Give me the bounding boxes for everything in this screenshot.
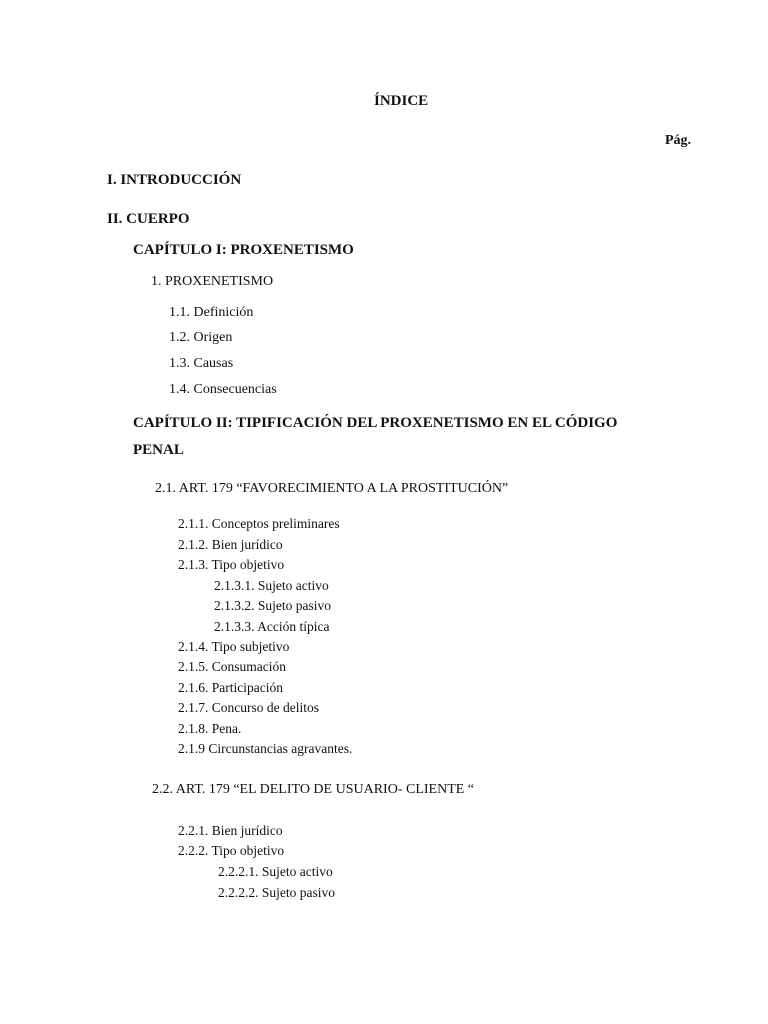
index-title: ÍNDICE [374,93,429,109]
toc-entry: 2.1.5. Consumación [178,659,286,674]
toc-entry: 2.1.1. Conceptos preliminares [178,516,340,531]
toc-entry: 2.1.9 Circunstancias agravantes. [178,741,353,756]
chapter-1-heading: CAPÍTULO I: PROXENETISMO [133,242,354,258]
toc-entry: 2.1.3. Tipo objetivo [178,557,285,572]
toc-entry: 2.2.2. Tipo objetivo [178,843,285,858]
toc-entry: 1.4. Consecuencias [169,382,277,397]
toc-entry: 2.2.2.2. Sujeto pasivo [218,885,335,900]
toc-entry: 2.1.6. Participación [178,680,283,695]
toc-entry: 1.2. Origen [169,330,233,345]
section-introduccion: I. INTRODUCCIÓN [107,172,242,188]
toc-entry: 2.1.8. Pena. [178,721,242,736]
toc-entry: 2.1.3.3. Acción típica [214,619,330,634]
chapter-2-heading-cont: PENAL [133,442,184,458]
toc-entry: 2.1.3.1. Sujeto activo [214,578,329,593]
toc-entry: 2.1.7. Concurso de delitos [178,700,319,715]
article-2-1: 2.1. ART. 179 “FAVORECIMIENTO A LA PROSTITUCIÓN” [155,481,509,496]
toc-entry: 2.1.3.2. Sujeto pasivo [214,598,331,613]
toc-entry: 1.1. Definición [169,305,254,320]
toc-entry: 2.1.2. Bien jurídico [178,537,283,552]
chapter-2-heading: CAPÍTULO II: TIPIFICACIÓN DEL PROXENETISMO EN EL CÓDIGO [133,415,618,431]
toc-entry: 2.2.1. Bien jurídico [178,823,283,838]
toc-entry: 2.2.2.1. Sujeto activo [218,864,333,879]
toc-entry: 1.3. Causas [169,356,234,371]
article-2-2: 2.2. ART. 179 “EL DELITO DE USUARIO- CLIENTE “ [152,782,475,797]
section-cuerpo: II. CUERPO [107,211,190,227]
toc-entry: 2.1.4. Tipo subjetivo [178,639,290,654]
chapter-1-item: 1. PROXENETISMO [151,274,274,289]
page-column-header: Pág. [665,133,692,148]
